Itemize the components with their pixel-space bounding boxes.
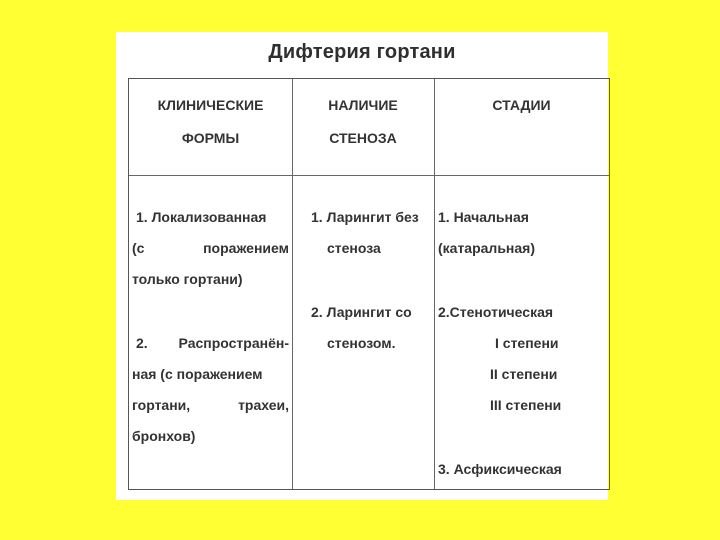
stenosis-none-line1: 1. Ларингит без xyxy=(311,209,419,225)
form-localized-line3: только гортани) xyxy=(132,271,243,287)
header-line: СТАДИИ xyxy=(492,97,551,113)
header-stenosis xyxy=(292,89,434,155)
stage-asphyxic-line1: 3. Асфиксическая xyxy=(438,461,562,477)
text-fragment: 2. xyxy=(136,335,148,351)
form-widespread-line1 xyxy=(136,335,289,351)
text-fragment: гортани, xyxy=(132,397,191,413)
page-title: Дифтерия гортани xyxy=(268,41,456,63)
form-localized-line1: 1. Локализованная xyxy=(136,209,267,225)
stage-initial-line2: (катаральная) xyxy=(438,240,536,256)
text-fragment: Распространён- xyxy=(178,335,289,351)
header-line: КЛИНИЧЕСКИЕ xyxy=(157,97,264,113)
stage-initial-line1: 1. Начальная xyxy=(438,209,529,225)
document-page xyxy=(116,32,608,500)
stage-stenotic-line1: 2.Стенотическая xyxy=(438,304,554,320)
stages-table xyxy=(128,78,610,490)
form-localized-line2 xyxy=(132,240,289,256)
form-widespread-line3 xyxy=(132,397,289,413)
text-fragment: поражением xyxy=(203,240,289,256)
header-line: НАЛИЧИЕ xyxy=(328,97,398,113)
header-line: СТЕНОЗА xyxy=(329,130,397,146)
header-stages xyxy=(434,89,609,122)
header-line: ФОРМЫ xyxy=(181,130,240,146)
stage-degree-3: III степени xyxy=(490,397,562,413)
header-divider xyxy=(129,175,609,176)
form-widespread-line4: бронхов) xyxy=(132,428,196,444)
form-widespread-line2: ная (с поражением xyxy=(132,366,263,382)
stenosis-none-line2: стеноза xyxy=(327,240,381,256)
text-fragment: трахеи, xyxy=(238,397,289,413)
stenosis-present-line1: 2. Ларингит со xyxy=(311,304,412,320)
column-divider xyxy=(434,79,435,489)
header-clinical-forms xyxy=(129,89,292,155)
stenosis-present-line2: стенозом. xyxy=(327,335,396,351)
stage-degree-2: II степени xyxy=(490,366,558,382)
stage-degree-1: I степени xyxy=(495,335,559,351)
text-fragment: (с xyxy=(132,240,145,256)
